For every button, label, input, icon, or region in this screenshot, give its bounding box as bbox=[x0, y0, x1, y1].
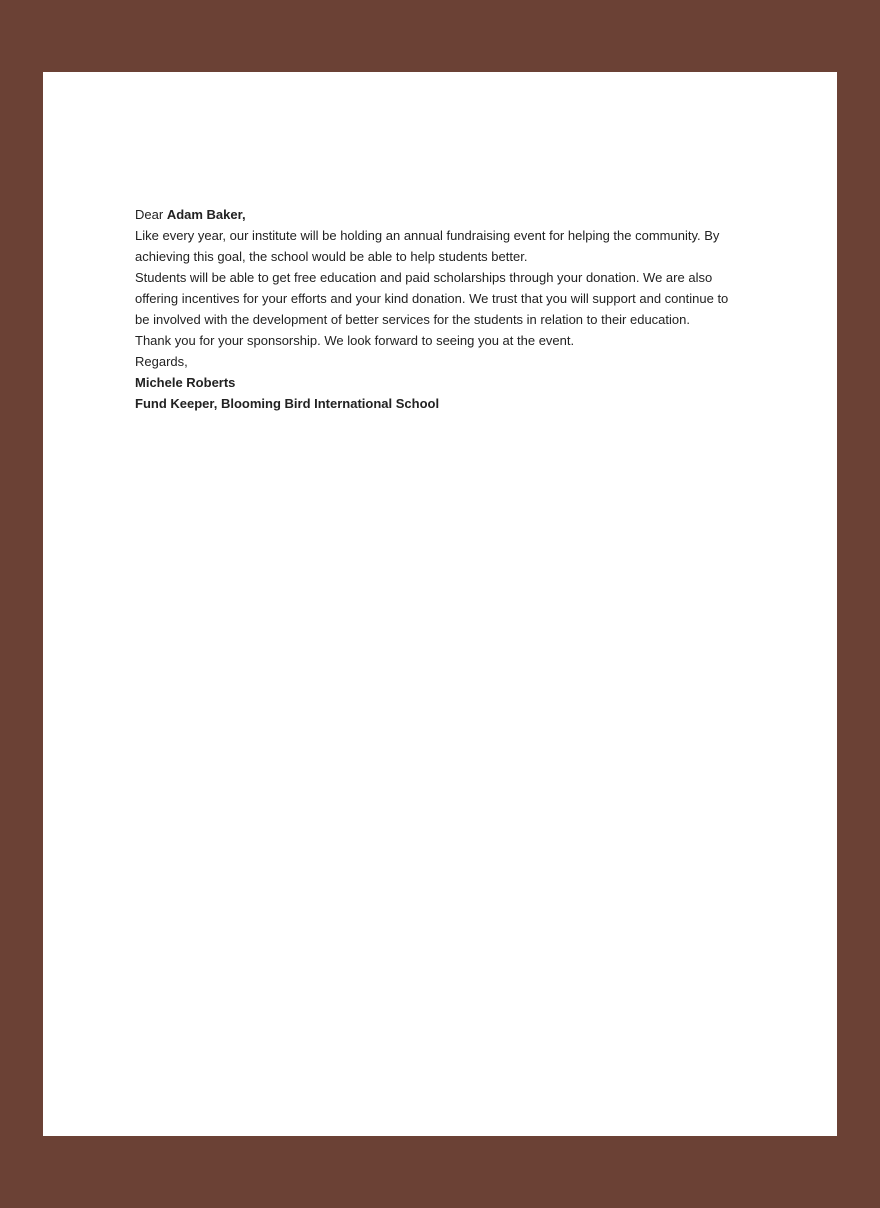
salutation bbox=[135, 204, 735, 225]
letter-body bbox=[135, 204, 735, 414]
greeting-prefix: Dear bbox=[135, 207, 164, 222]
paragraph-event: Like every year, our institute will be holding an annual fundraising event for helping the community. By achieving this goal, the school would be able to help students better. bbox=[135, 228, 720, 264]
closing: Regards, bbox=[135, 354, 188, 369]
paragraph-donation: Students will be able to get free education and paid scholarships through your donation. We are also offering incentives for your efforts and your kind donation. We trust that you will support and continue to be involved with the development of better services for the students in relation to their education. bbox=[135, 270, 729, 327]
paragraph-thanks: Thank you for your sponsorship. We look forward to seeing you at the event. bbox=[135, 333, 575, 348]
signer-name: Michele Roberts bbox=[135, 375, 236, 390]
signer-title: Fund Keeper, Blooming Bird International School bbox=[135, 396, 440, 411]
letter-page bbox=[43, 72, 837, 1136]
recipient-name: Adam Baker, bbox=[166, 207, 246, 222]
